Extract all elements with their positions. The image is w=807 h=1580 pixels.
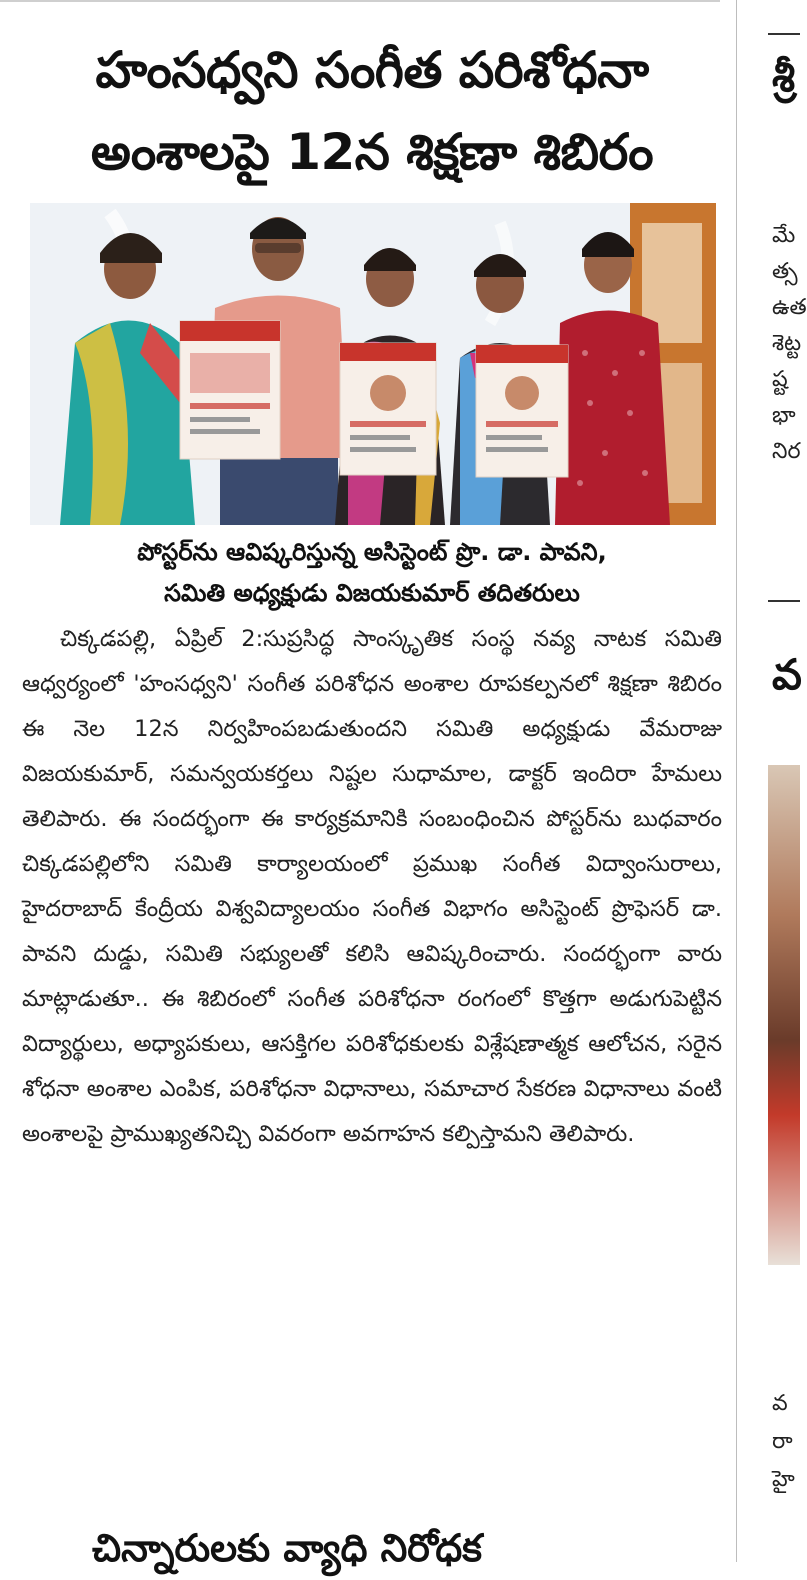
side-headline-fragment: శ్రీ [772, 52, 796, 101]
side-text-fragment: వ [772, 1391, 788, 1416]
side-text-fragment: త్స [772, 259, 798, 284]
side-rule-middle [768, 600, 800, 602]
photo-caption [22, 532, 722, 614]
caption-line-1: పోస్టర్‌ను ఆవిష్కరిస్తున్న అసిస్టెంట్ ప్రొ. డా. పావని, [137, 538, 607, 566]
side-rule-top [768, 33, 800, 35]
article-body [22, 617, 722, 1157]
next-article-headline: చిన్నారులకు వ్యాధి నిరోధక [92, 1526, 483, 1570]
poster-3 [476, 345, 568, 477]
top-rule [0, 0, 720, 2]
headline-line-2: అంశాలపై 12న శిక్షణా శిబిరం [90, 123, 654, 181]
caption-line-2: సమితి అధ్యక్షుడు విజయకుమార్ తదితరులు [164, 579, 580, 607]
headline-line-1: హంసధ్వని సంగీత పరిశోధనా [95, 41, 649, 99]
poster-1 [180, 321, 280, 459]
side-text-fragment: భా [772, 403, 796, 428]
side-headline-fragment-2: వ [772, 650, 802, 699]
side-column [768, 0, 807, 1562]
photo-illustration [30, 203, 716, 525]
side-photo [768, 765, 800, 1265]
side-text-fragment: శెట్ట [772, 331, 802, 356]
side-text-fragment: ఉత [772, 295, 807, 320]
poster-2 [340, 343, 436, 475]
column-divider [736, 0, 737, 1562]
side-text-fragment: హై [772, 1467, 795, 1492]
news-photo [30, 203, 716, 525]
body-paragraph: చిక్కడపల్లి, ఏప్రిల్ 2:సుప్రసిద్ధ సాంస్కృతిక సంస్థ నవ్య నాటక సమితి ఆధ్వర్యంలో 'హంసధ్వని' సంగీత పరిశోధన అంశాల రూపకల్పనలో శిక్షణా శిబిరం ఈ నెల 12న నిర్వహింపబడుతుందని సమితి అధ్యక్షుడు వేమరాజు విజయకుమార్, సమన్వయకర్తలు నిష్టల సుధామాల, డాక్టర్ ఇందిరా హేమలు తెలిపారు. ఈ సందర్భంగా ఈ కార్యక్రమానికి సంబంధించిన పోస్టర్‌ను బుధవారం చిక్కడపల్లిలోని సమితి కార్యాలయంలో ప్రముఖ సంగీత విద్వాంసురాలు, హైదరాబాద్ కేంద్రీయ విశ్వవిద్యాలయం సంగీత విభాగం అసిస్టెంట్ ప్రొఫెసర్ డా. పావని దుడ్డు, సమితి సభ్యులతో కలిసి ఆవిష్కరించారు. సందర్భంగా వారు మాట్లాడుతూ.. ఈ శిబిరంలో సంగీత పరిశోధనా రంగంలో కొత్తగా అడుగుపెట్టిన విద్యార్థులు, అధ్యాపకులు, ఆసక్తిగల పరిశోధకులకు విశ్లేషణాత్మక ఆలోచన, సరైన శోధనా అంశాల ఎంపిక, పరిశోధనా విధానాలు, సమాచార సేకరణ విధానాలు వంటి అంశాలపై ప్రాముఖ్యతనిచ్చి వివరంగా అవగాహన కల్పిస్తామని తెలిపారు. [22, 626, 722, 1147]
side-text-fragment: రా [772, 1429, 793, 1454]
side-text-fragment: మే [772, 223, 796, 248]
side-text-fragment: నిర [772, 439, 801, 464]
side-text-fragment: ష్ట [772, 367, 788, 392]
